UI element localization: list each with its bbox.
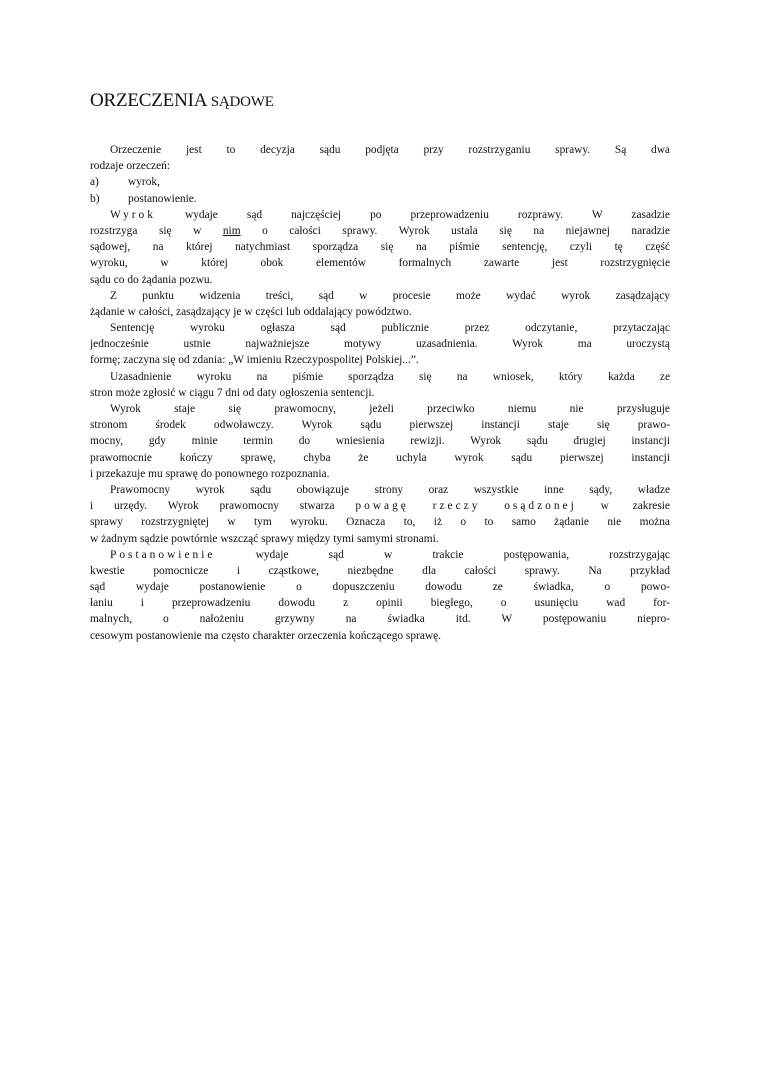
spaced-term: Postanowienie (110, 548, 216, 561)
paragraph-line: Uzasadnienie wyroku na piśmie sporządza się na wniosek, który każda ze (110, 370, 670, 383)
line-text: i urzędy. Wyrok prawomocny stwarza (90, 500, 356, 513)
paragraph-line: łaniu i przeprowadzeniu dowodu z opinii biegłego, o usunięciu wad for- (90, 597, 670, 610)
list-item-text: postanowienie. (128, 192, 197, 205)
document-body (90, 142, 670, 644)
paragraph-line: Z punktu widzenia treści, sąd w procesie może wydać wyrok zasądzający (110, 289, 670, 302)
paragraph-line: cesowym postanowienie ma często charakter orzeczenia kończącego sprawę. (90, 629, 442, 642)
list-marker: a) (90, 176, 99, 189)
paragraph-line: Wyrok staje się prawomocny, jeżeli przeciwko niemu nie przysługuje (110, 403, 670, 415)
list-marker: b) (90, 192, 100, 205)
paragraph-line: formę; zaczyna się od zdania: „W imieniu Rzeczypospolitej Polskiej...”. (90, 354, 419, 367)
paragraph-line (90, 498, 670, 514)
paragraph-line (90, 207, 670, 223)
paragraph-line: wyroku, w której obok elementów formalnych zawarte jest rozstrzygnięcie (90, 257, 670, 270)
line-text: wydaje sąd w trakcie postępowania, rozstrzygając (215, 548, 670, 561)
paragraph-line: kwestie pomocnicze i cząstkowe, niezbędne dla całości sprawy. Na przykład (90, 564, 670, 577)
paragraph-line: stron może zgłosić w ciągu 7 dni od daty ogłoszenia sentencji. (90, 386, 375, 399)
paragraph-line: Orzeczenie jest to decyzja sądu podjęta przy rozstrzyganiu sprawy. Są dwa (110, 144, 670, 156)
spaced-term: Wyrok (110, 208, 156, 221)
list-item-text: wyrok, (128, 176, 160, 189)
paragraph-line: Sentencję wyroku ogłasza sąd publicznie przez odczytanie, przytaczając (110, 322, 670, 335)
paragraph-line: prawomocnie kończy sprawę, chyba że uchyla wyrok sądu pierwszej instancji (90, 451, 670, 464)
line-text: rozstrzyga się w (90, 224, 223, 237)
paragraph-line: i przekazuje mu sprawę do ponownego rozpoznania. (90, 467, 330, 480)
paragraph-line: sądowej, na której natychmiast sporządza się na piśmie sentencję, czyli tę część (90, 241, 670, 254)
title-small: SĄDOWE (210, 94, 274, 110)
line-text: zakresie (611, 500, 670, 513)
paragraph-line (90, 223, 670, 239)
page-title (90, 90, 274, 112)
paragraph-line (90, 547, 670, 563)
paragraph-line: stronom środek odwoławczy. Wyrok sądu pierwszej instancji staje się prawo- (90, 419, 670, 432)
line-text: o całości sprawy. Wyrok ustala się na niejawnej naradzie (240, 224, 670, 237)
paragraph-line: w żadnym sądzie powtórnie wszcząć sprawy między tymi samymi stronami. (90, 532, 439, 545)
paragraph-line: jednocześnie ustnie najważniejsze motywy uzasadnienia. Wyrok ma uroczystą (90, 338, 670, 351)
paragraph-line: Prawomocny wyrok sądu obowiązuje strony oraz wszystkie inne sądy, władze (110, 483, 670, 496)
list-item (90, 191, 670, 207)
list-item (90, 174, 670, 190)
paragraph-line: rodzaje orzeczeń: (90, 160, 170, 173)
underlined-word: nim (222, 224, 241, 237)
title-main: ORZECZENIA (90, 90, 211, 111)
paragraph-line: malnych, o nałożeniu grzywny na świadka itd. W postępowaniu niepro- (90, 613, 670, 626)
paragraph-line: żądanie w całości, zasądzający je w części lub oddalający powództwo. (90, 305, 412, 318)
paragraph-line: mocny, gdy minie termin do wniesienia rewizji. Wyrok sądu drugiej instancji (90, 435, 670, 448)
spaced-term: powagę rzeczy osądzonej w (355, 500, 612, 513)
paragraph-line: sąd wydaje postanowienie o dopuszczeniu dowodu ze świadka, o powo- (90, 581, 670, 594)
paragraph-line: sądu co do żądania pozwu. (90, 273, 213, 286)
line-text: wydaje sąd najczęściej po przeprowadzeniu rozprawy. W zasadzie (155, 208, 670, 221)
paragraph-line: sprawy rozstrzygniętej w tym wyroku. Oznacza to, iż o to samo żądanie nie można (90, 516, 670, 529)
